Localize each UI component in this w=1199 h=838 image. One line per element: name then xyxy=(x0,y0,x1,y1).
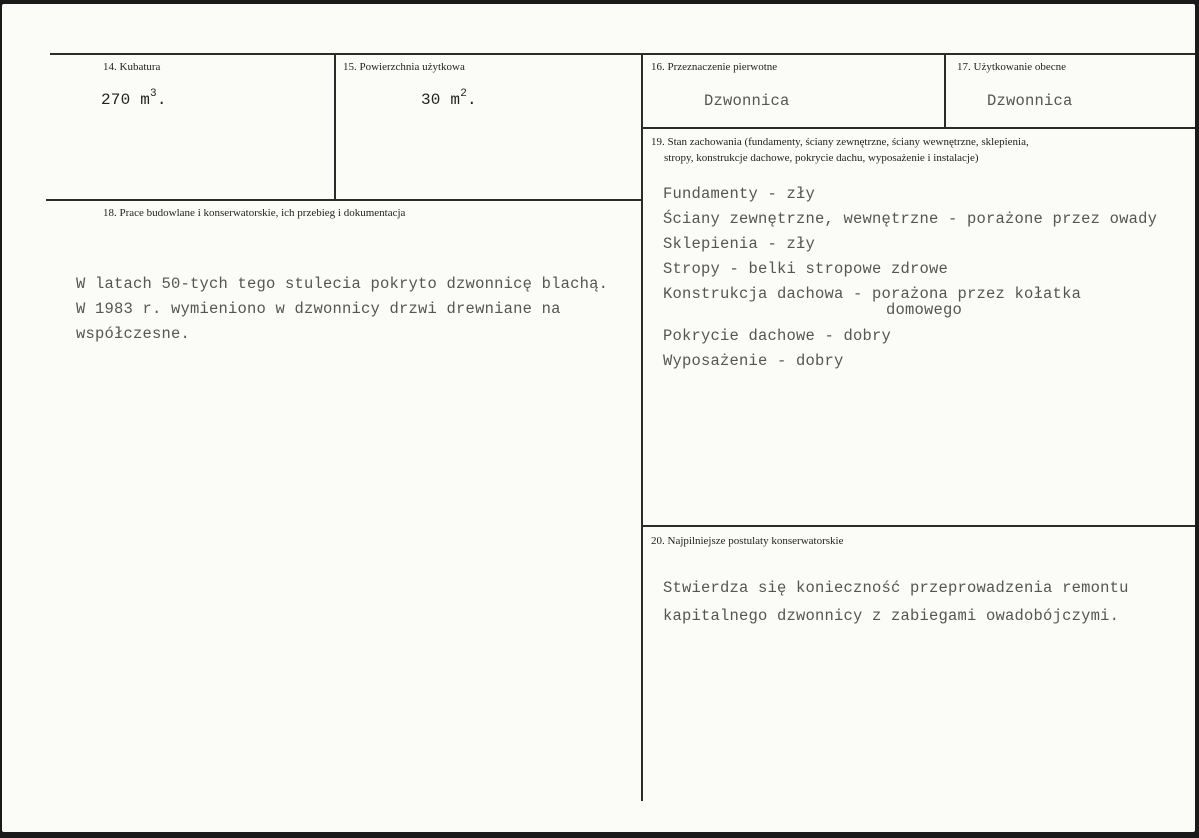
stan-text xyxy=(663,185,1193,375)
uzytkowanie-value: Dzwonnica xyxy=(987,92,1073,110)
prace-text xyxy=(76,275,646,355)
divider-center xyxy=(641,53,643,801)
stan-line: Wyposażenie - dobry xyxy=(663,352,844,370)
stan-line: Fundamenty - zły xyxy=(663,185,816,203)
kubatura-label: 14. Kubatura xyxy=(103,61,161,73)
divider-14-15 xyxy=(334,53,336,201)
record-card xyxy=(2,4,1195,832)
prace-line: współczesne. xyxy=(76,325,191,343)
stan-line: Konstrukcja dachowa - porażona przez kołatka xyxy=(663,285,1082,303)
powierzchnia-value: 30 $m^2$. xyxy=(421,88,477,109)
top-rule xyxy=(50,53,1195,55)
stan-line: Pokrycie dachowe - dobry xyxy=(663,327,892,345)
stan-line: domowego xyxy=(886,301,963,319)
przeznaczenie-value: Dzwonnica xyxy=(704,92,790,110)
divider-16-17 xyxy=(944,53,946,127)
powierzchnia-label: 15. Powierzchnia użytkowa xyxy=(343,61,465,73)
prace-label: 18. Prace budowlane i konserwatorskie, ich przebieg i dokumentacja xyxy=(103,207,406,219)
rule-above-20 xyxy=(641,525,1195,527)
rule-under-14-15 xyxy=(46,199,643,201)
kubatura-value: 270 $m^3$. xyxy=(101,88,167,109)
stan-label-line2: stropy, konstrukcje dachowe, pokrycie dachu, wyposażenie i instalacje) xyxy=(664,152,979,164)
postulaty-line: Stwierdza się konieczność przeprowadzenia remontu xyxy=(663,579,1129,597)
stan-line: Sklepienia - zły xyxy=(663,235,816,253)
przeznaczenie-label: 16. Przeznaczenie pierwotne xyxy=(651,61,778,73)
stan-line: Ściany zewnętrzne, wewnętrzne - porażone przez owady xyxy=(663,210,1158,228)
stan-line: Stropy - belki stropowe zdrowe xyxy=(663,260,949,278)
prace-line: W 1983 r. wymieniono w dzwonnicy drzwi drewniane na xyxy=(76,300,561,318)
stan-label-line1: 19. Stan zachowania (fundamenty, ściany zewnętrzne, ściany wewnętrzne, sklepienia, xyxy=(651,136,1029,148)
stan-label xyxy=(651,134,1191,166)
rule-under-16-17 xyxy=(641,127,1195,129)
prace-line: W latach 50-tych tego stulecia pokryto dzwonnicę blachą. xyxy=(76,275,609,293)
postulaty-text xyxy=(663,579,1193,639)
postulaty-line: kapitalnego dzwonnicy z zabiegami owadobójczymi. xyxy=(663,607,1120,625)
uzytkowanie-label: 17. Użytkowanie obecne xyxy=(957,61,1067,73)
postulaty-label: 20. Najpilniejsze postulaty konserwatorskie xyxy=(651,535,844,547)
